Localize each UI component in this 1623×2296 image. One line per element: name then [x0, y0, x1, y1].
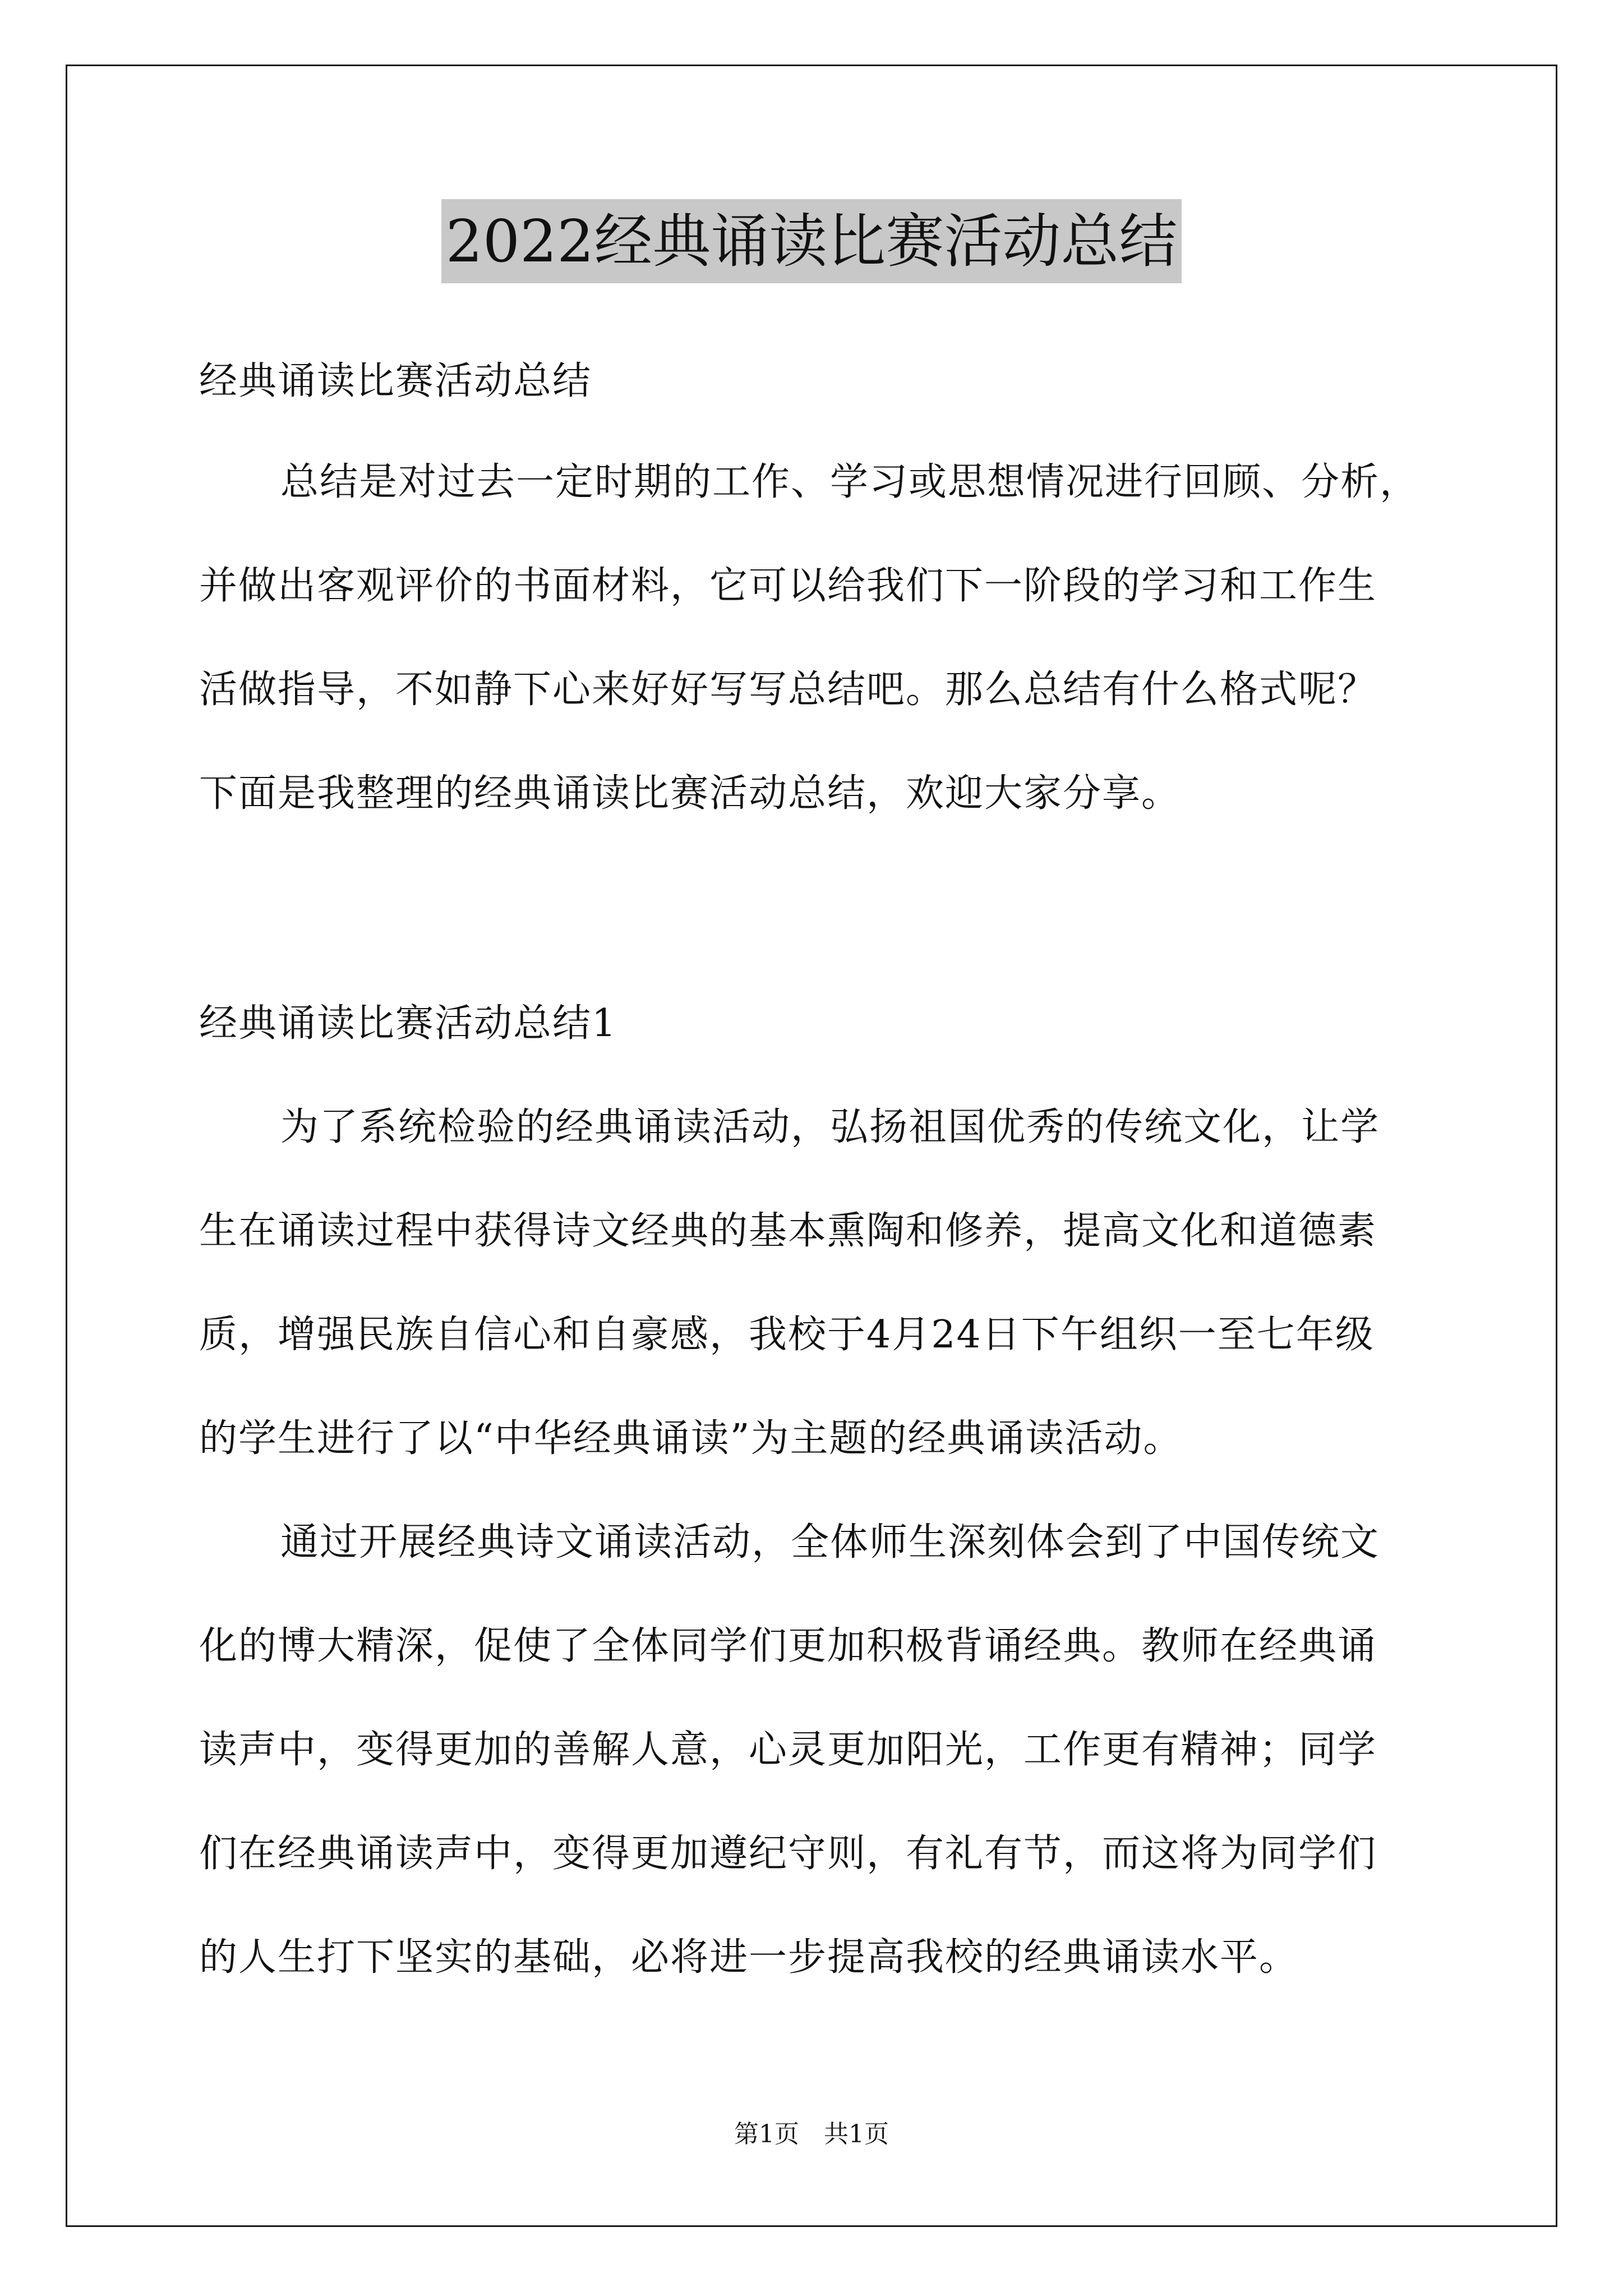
section-heading: 经典诵读比赛活动总结1: [199, 1001, 617, 1046]
paragraph2-line-5: 的人生打下坚实的基础，必将进一步提高我校的经典诵读水平。: [199, 1935, 1299, 1980]
intro-line-3: 活做指导，不如静下心来好好写写总结吧。那么总结有什么格式呢？: [199, 668, 1377, 712]
paragraph2-line-2: 化的博大精深，促使了全体同学们更加积极背诵经典。教师在经典诵: [199, 1624, 1377, 1668]
paragraph1-line-4: 的学生进行了以“中华经典诵读”为主题的经典诵读活动。: [199, 1416, 1183, 1461]
paragraph1-line-1: 为了系统检验的经典诵读活动，弘扬祖国优秀的传统文化，让学: [280, 1105, 1380, 1149]
intro-line-2: 并做出客观评价的书面材料，它可以给我们下一阶段的学习和工作生: [199, 564, 1377, 608]
paragraph2-line-1: 通过开展经典诗文诵读活动，全体师生深刻体会到了中国传统文: [280, 1520, 1380, 1565]
intro-line-1: 总结是对过去一定时期的工作、学习或思想情况进行回顾、分析，: [280, 460, 1419, 504]
title-text: 2022经典诵读比赛活动总结: [441, 199, 1182, 283]
document-title: [0, 199, 1623, 283]
paragraph2-line-3: 读声中，变得更加的善解人意，心灵更加阳光，工作更有精神；同学: [199, 1728, 1377, 1772]
paragraph1-line-2: 生在诵读过程中获得诗文经典的基本熏陶和修养，提高文化和道德素: [199, 1209, 1377, 1253]
page-footer: 第1页 共1页: [734, 2120, 889, 2148]
subtitle: 经典诵读比赛活动总结: [199, 359, 592, 403]
paragraph2-line-4: 们在经典诵读声中，变得更加遵纪守则，有礼有节，而这将为同学们: [199, 1832, 1377, 1876]
paragraph1-line-3: 质，增强民族自信心和自豪感，我校于4月24日下午组织一至七年级: [199, 1313, 1375, 1357]
intro-line-4: 下面是我整理的经典诵读比赛活动总结，欢迎大家分享。: [199, 771, 1181, 816]
